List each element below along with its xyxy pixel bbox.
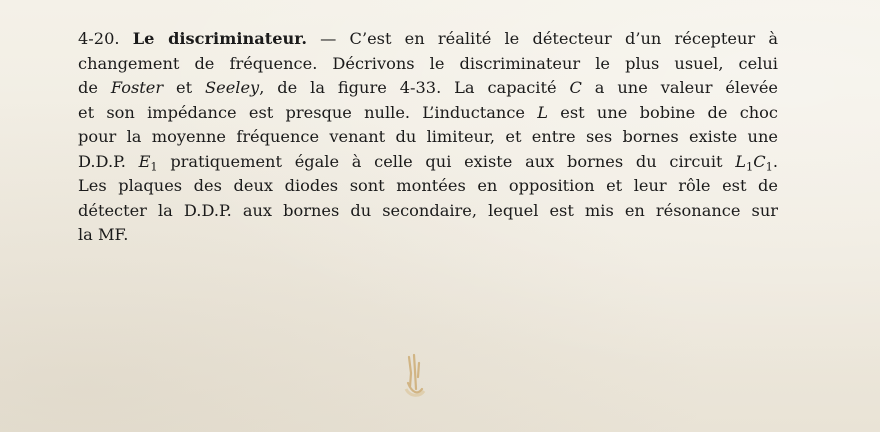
- text-line-1: [78, 27, 778, 52]
- line-3-suffix: , de la figure 4-33. La capacité: [259, 78, 570, 97]
- variable-c: C: [569, 78, 582, 97]
- text-line-4: [78, 101, 778, 126]
- subscript-l: 1: [746, 158, 754, 173]
- text-line-3: [78, 76, 778, 101]
- line-4-pre: et son impédance est presque nulle. L’inductance: [78, 102, 538, 122]
- section-heading: Le discriminateur.: [132, 29, 307, 48]
- line-7-text: Les plaques des deux diodes sont montées en opposition et leur rôle est de: [78, 176, 778, 195]
- line-8-text: détecter la D.D.P. aux bornes du secondaire, lequel est mis en résonance sur: [78, 200, 778, 220]
- variable-l: L: [537, 102, 549, 122]
- line-6-pre: D.D.P.: [78, 151, 139, 171]
- line-1-text: — C’est en réalité le détecteur d’un récepteur à: [306, 29, 778, 48]
- section-number: 4-20.: [78, 29, 120, 48]
- ink-smudge-mark-icon: [402, 353, 428, 399]
- line-3-prefix: de: [78, 78, 111, 97]
- text-line-9: [78, 223, 778, 248]
- subscript-e: 1: [150, 158, 158, 173]
- section-paragraph: [78, 27, 778, 248]
- line-5-text: pour la moyenne fréquence venant du limiteur, et entre ses bornes existe une: [78, 127, 778, 146]
- line-3-between: et: [163, 78, 206, 97]
- text-line-8: [78, 199, 778, 224]
- line-4-post: est une bobine de choc: [548, 102, 778, 122]
- variable-c1: C: [753, 151, 766, 171]
- line-2-text: changement de fréquence. Décrivons le discriminateur le plus usuel, celui: [78, 53, 778, 73]
- subscript-c: 1: [765, 158, 773, 173]
- variable-e: E: [138, 151, 151, 171]
- variable-l1: L: [735, 151, 747, 171]
- line-9-text: la MF.: [78, 225, 129, 244]
- author-foster: Foster: [110, 78, 164, 97]
- text-line-6: [78, 150, 778, 175]
- text-line-2: [78, 52, 778, 77]
- author-seeley: Seeley: [205, 78, 260, 97]
- line-6-mid: pratiquement égale à celle qui existe aux bornes du circuit: [157, 151, 736, 171]
- text-line-5: [78, 125, 778, 150]
- line-6-end: .: [772, 151, 778, 171]
- text-line-7: [78, 174, 778, 199]
- line-3-end: a une valeur élevée: [581, 78, 778, 97]
